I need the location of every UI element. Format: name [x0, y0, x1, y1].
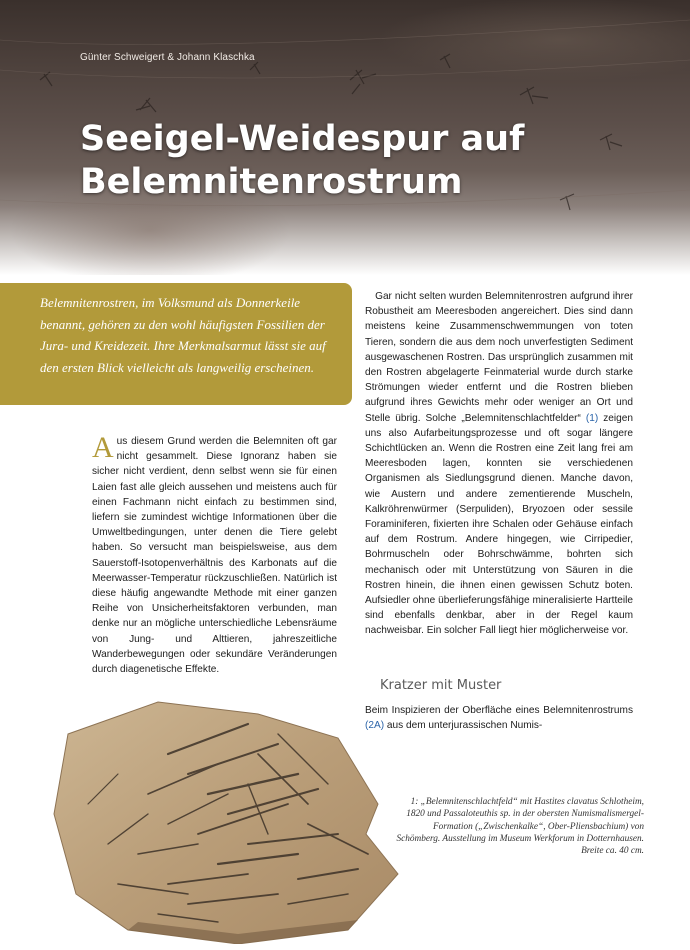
lead-text: Belemnitenrostren, im Volksmund als Donnerkeile benannt, gehören zu den wohl häufigsten Fossilien der Jura- und Kreidezeit. Ihre Merkmalsarmut lässt sie auf den ersten Blick vielleicht als langweilig erscheinen. [40, 295, 326, 375]
paragraph-text: us diesem Grund werden die Belemniten oft gar nicht gesammelt. Diese Ignoranz haben sie sicher nicht verdient, denn selbst wenn sie für einen Laien fast alle gleich aussehen und meistens auch für einen Fachmann nicht einfach zu bestimmen sind, liefern sie zumindest wichtige Informationen über die Umweltbedingungen, unter denen die Tiere gelebt haben. So versucht man beispielsweise, aus dem Sauerstoff-Isotopenverhältnis des Karbonats auf die Meerwasser-Temperatur rückzuschließen. Natürlich ist diese häufig angewandte Methode mit einer ganzen Reihe von Unsicherheitsfaktoren verbunden, man denke nur an mögliche unterschiedliche Lebensräume von Jung- und Alttieren, jahreszeitliche Wanderbewegungen oder sekundäre Veränderungen durch diagenetische Effekte. [92, 436, 337, 676]
belemnite-slab-photo [48, 694, 408, 944]
paragraph [92, 431, 337, 677]
body-column-right [365, 289, 633, 639]
paragraph [365, 289, 633, 639]
figure-reference-1[interactable]: (1) [585, 412, 599, 424]
lead-box [0, 283, 352, 405]
article-title [80, 118, 640, 204]
title-line-1: Seeigel-Weidespur auf [80, 119, 525, 159]
section-heading: Kratzer mit Muster [380, 678, 502, 693]
paragraph-text: Gar nicht selten wurden Belemnitenrostren aufgrund ihrer Robustheit am Meeresboden angereichert. Dies sind dann meistens keine Zusammenschwemmungen von toten Tieren, sondern die aus dem noch unverfestigten Sediment ausgewaschenen Rostren. Das ursprünglich zusammen mit den Rostren abgelagerte Feinmaterial wurde durch starke Strömungen wieder entfernt und die Rostren blieben aufgrund ihres Gewichts mehr oder weniger an Ort und Stelle übrig. Solche „Belemnitenschlachtfelder“ [365, 291, 633, 424]
title-line-2: Belemnitenrostrum [80, 162, 463, 202]
figure-caption: 1: „Belemnitenschlachtfeld“ mit Hastites clavatus Schlotheim, 1820 und Passaloteuthis sp. in der obersten Numismalismergel-Formation („Zwischenkalke“, Ober-Pliensbachium) von Schömberg. Ausstellung im Museum Werkforum in Dotternhausen. Breite ca. 40 cm. [396, 797, 644, 857]
hero-image [0, 0, 690, 275]
body-column-left [92, 431, 337, 677]
drop-cap: A [92, 431, 114, 464]
paragraph-text: zeigen uns also Aufarbeitungsprozesse und oft sogar längere Schichtlücken an. Wenn die Rostren eine Zeit lang frei am Meeresboden lagen, konnten sie verschiedenen Organismen als Siedlungsgrund dienen. Manche davon, wie Austern und andere zementierende Muscheln, Kalkröhrenwürmer (Serpuliden), Bryozoen oder sessile Foraminiferen, fixierten ihre Schalen oder Gehäuse einfach auf dem Rostrum. Andere hingegen, wie Cirripedier, Bohrmuscheln oder Bohrschwämme, bohrten sich mechanisch oder mit Unterstützung von Säuren in die Rostren hinein, die ihnen einen gewissen Schutz boten. Aufsiedler ohne überlieferungsfähige mineralisierte Hartteile sind ebenfalls denkbar, aber in der Regel kaum nachweisbar. Ein solcher Fall liegt hier möglicherweise vor. [365, 412, 633, 637]
paragraph-text: Beim Inspizieren der Oberfläche eines Belemnitenrostrums [365, 705, 633, 716]
figure-reference-2a[interactable]: (2A) [365, 720, 385, 732]
paragraph-text: aus dem unterjurassischen Numis- [386, 720, 543, 732]
author-line: Günter Schweigert & Johann Klaschka [80, 52, 255, 63]
